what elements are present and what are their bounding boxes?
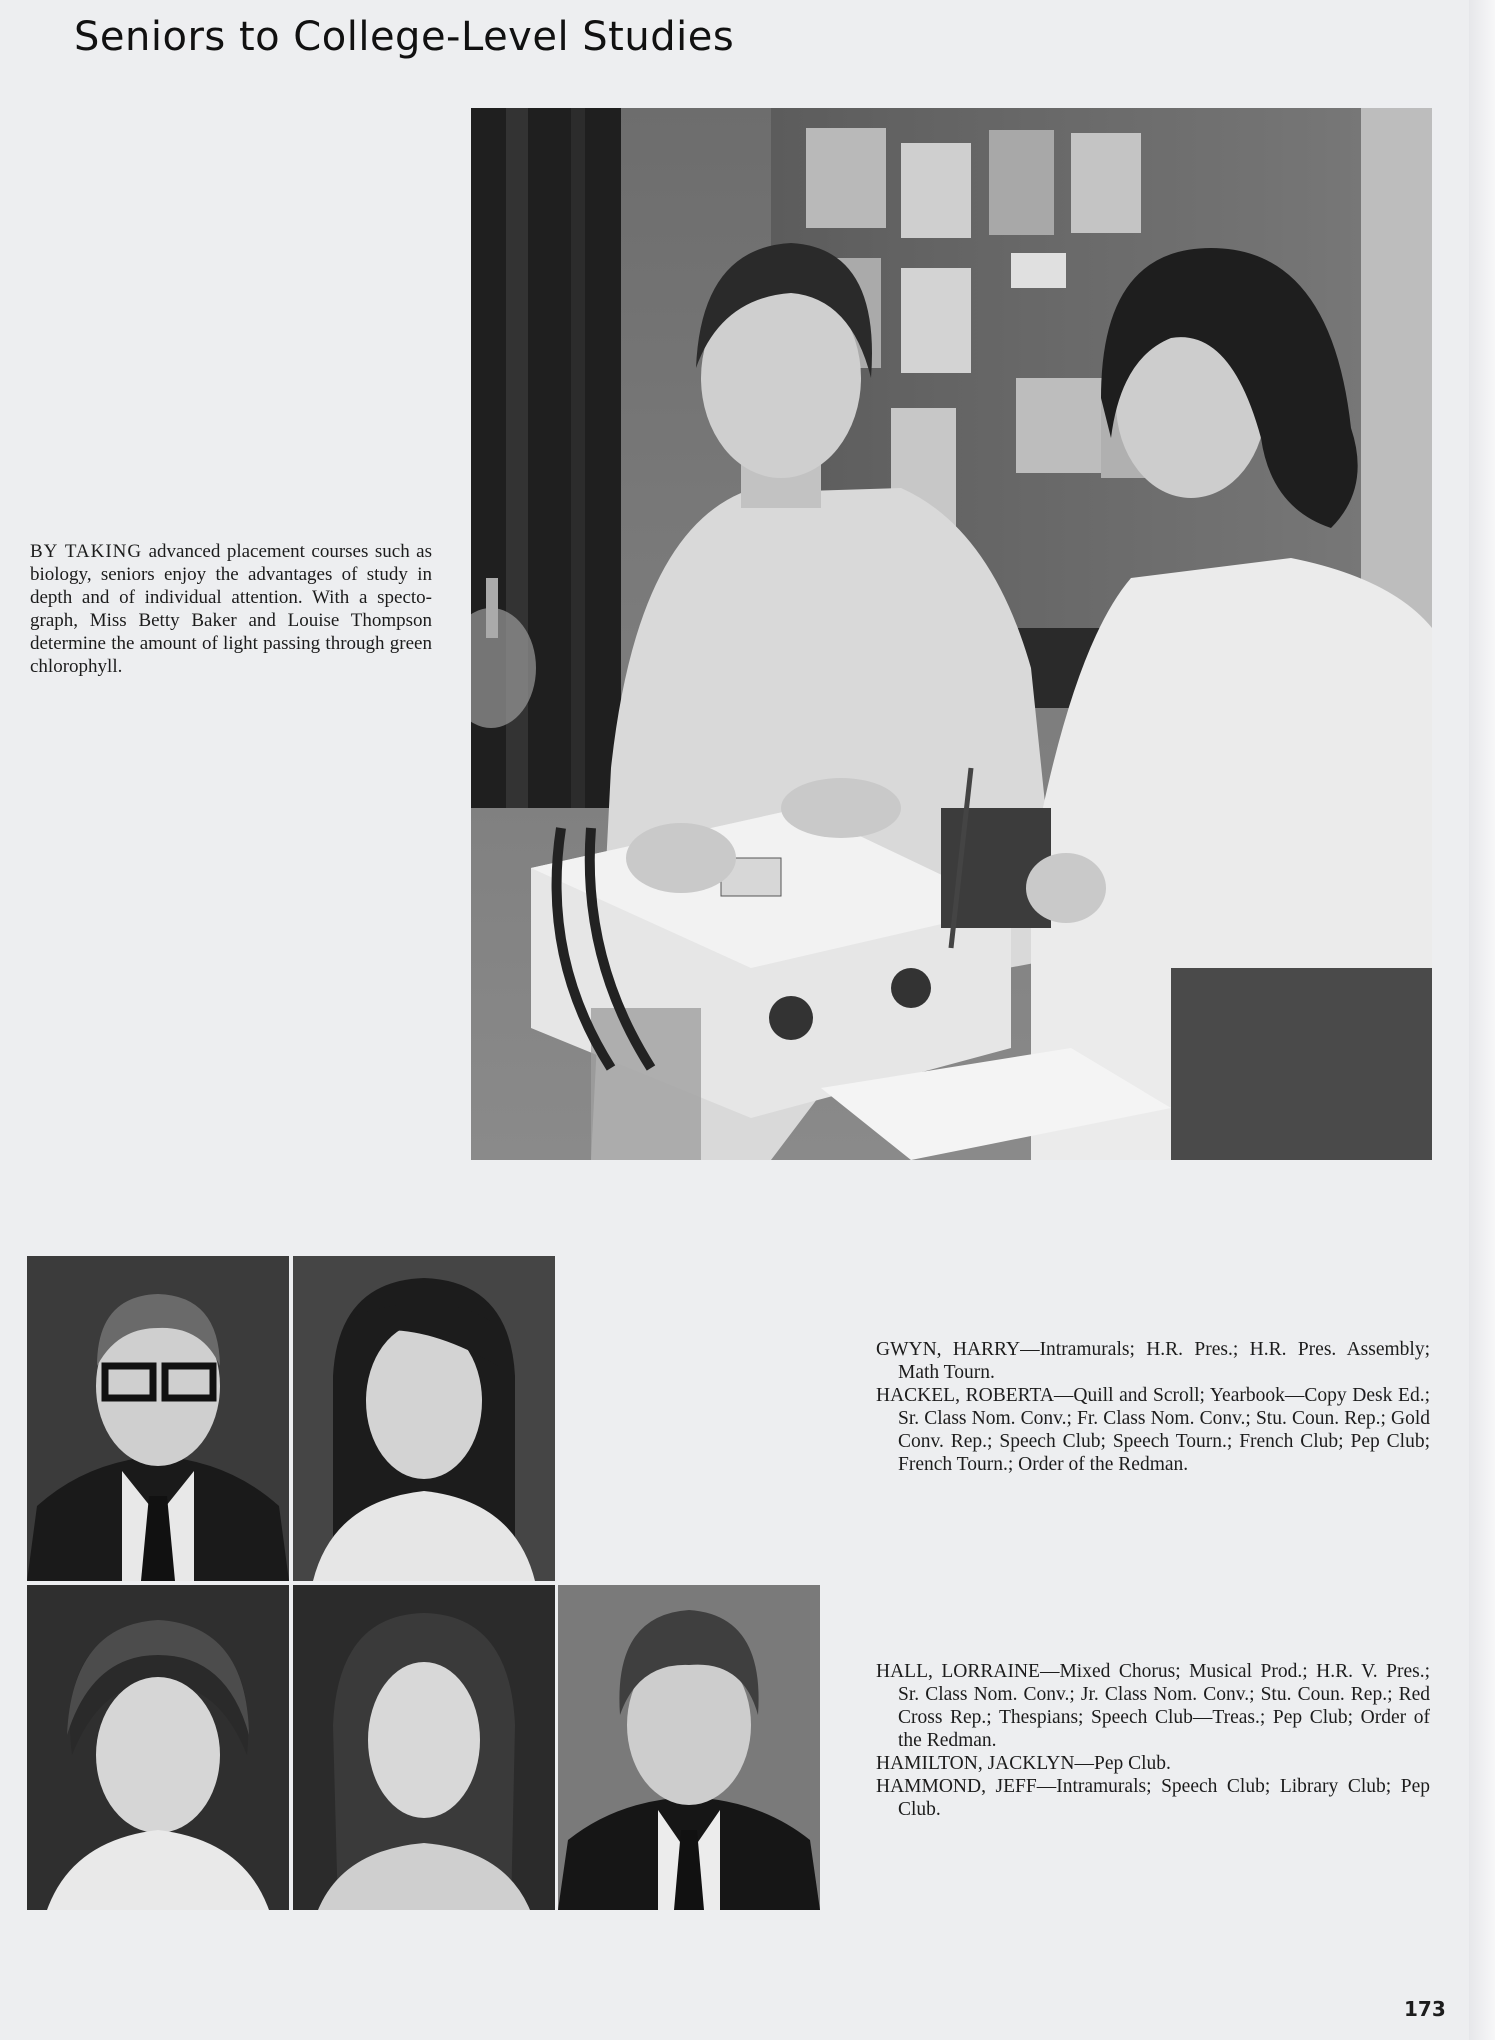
page-edge xyxy=(1469,0,1495,2040)
caption-body: advanced placement courses such as biology, seniors enjoy the advantages of study in depth and of individual attention. With a spectograph, Miss Betty Baker and Louise Thompson determine the amount of light passing through green chlorophyll. xyxy=(30,541,432,677)
senior-portrait-5 xyxy=(558,1585,820,1910)
lab-photo xyxy=(471,108,1432,1160)
bio-block-top xyxy=(876,1338,1430,1476)
bio-entry: HAMILTON, JACKLYN—Pep Club. xyxy=(876,1753,1171,1774)
bio-entry: HALL, LORRAINE—Mixed Chorus; Musical Prod.; H.R. V. Pres.; Sr. Class Nom. Conv.; Jr. Class Nom. Conv.; Stu. Coun. Rep.; Red Cross Rep.; Thespians; Speech Club—Treas.; Pep Club; Order of the Redman. xyxy=(876,1661,1430,1751)
bio-entry: GWYN, HARRY—Intramurals; H.R. Pres.; H.R. Pres. Assembly; Math Tourn. xyxy=(876,1339,1430,1383)
senior-portrait-2 xyxy=(293,1256,555,1581)
senior-portrait-4 xyxy=(293,1585,555,1910)
photo-caption xyxy=(30,540,432,678)
senior-portrait-1 xyxy=(27,1256,289,1581)
bio-entry: HAMMOND, JEFF—Intramurals; Speech Club; Library Club; Pep Club. xyxy=(876,1776,1430,1820)
page-number: 173 xyxy=(1404,1997,1446,2021)
caption-lead: BY TAKING xyxy=(30,541,143,562)
bio-entry: HACKEL, ROBERTA—Quill and Scroll; Yearbook—Copy Desk Ed.; Sr. Class Nom. Conv.; Fr. Class Nom. Conv.; Stu. Coun. Rep.; Gold Conv. Rep.; Speech Club; Speech Tourn.; French Club; Pep Club; French Tourn.; Order of the Redman. xyxy=(876,1385,1430,1475)
page-title: Seniors to College-Level Studies xyxy=(74,14,735,60)
senior-portrait-3 xyxy=(27,1585,289,1910)
bio-block-bottom xyxy=(876,1660,1430,1821)
